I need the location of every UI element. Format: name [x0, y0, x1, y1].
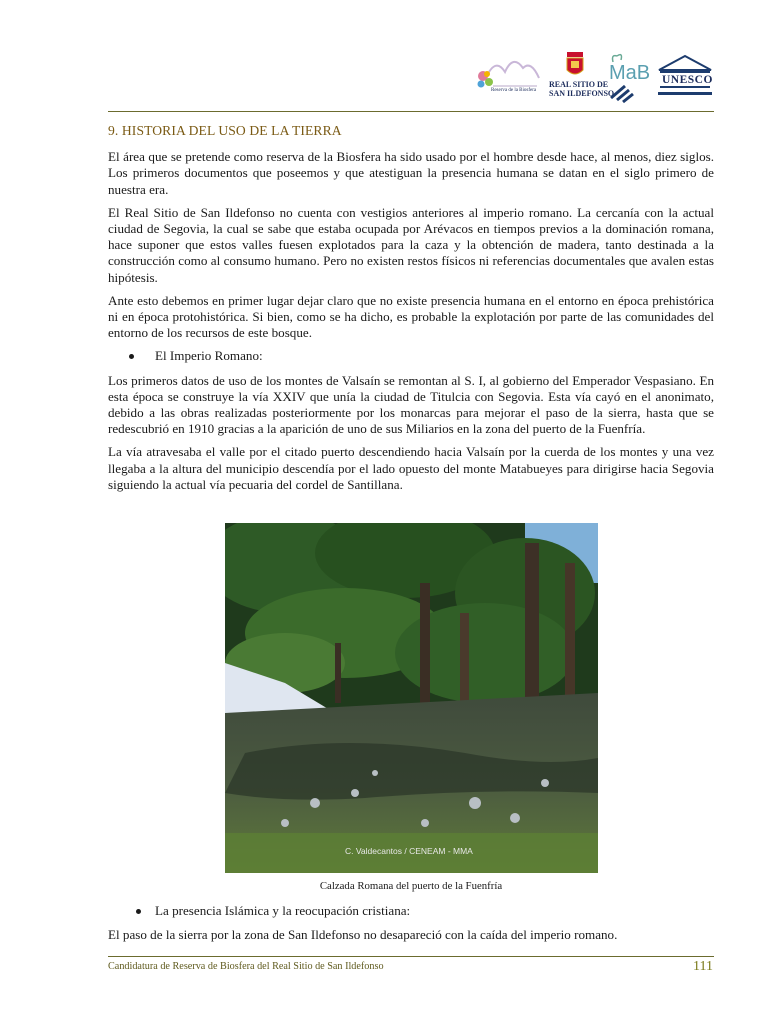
reserva-logo-text: Reserva de la Biosfera	[491, 88, 537, 93]
header-logos	[475, 50, 713, 104]
section-title: 9. HISTORIA DEL USO DE LA TIERRA	[108, 123, 342, 138]
bullet-roman-empire	[108, 348, 714, 364]
mab-logo-text: MaB	[609, 62, 651, 84]
real-sitio-logo-top: REAL SITIO DE	[549, 80, 609, 89]
footer-divider	[108, 956, 714, 957]
closing-paragraph: El paso de la sierra por la zona de San Ildefonso no desapareció con la caída del imperio romano.	[108, 927, 618, 942]
bullet-roman-empire-label: El Imperio Romano:	[155, 348, 263, 364]
intro-paragraph-2: El Real Sitio de San Ildefonso no cuenta con vestigios anteriores al imperio romano. La cercanía con la actual ciudad de Segovia, la cual se sabe que estaba ocupada por Arévacos en tiempos previos a la dominación romana, hace suponer que estos valles fuesen explotados para la caza y la obtención de madera, tanto destinada a la construcción como al consumo humano. Pero no existen restos físicos ni referencias documentales que avalen estas hipótesis.	[108, 204, 714, 285]
reserva-biosfera-logo	[475, 50, 543, 104]
roman-paragraph-1: Los primeros datos de uso de los montes de Valsaín se remontan al S. I, al gobierno del Emperador Vespasiano. En esta época se construye la vía XXIV que unía la ciudad de Titulcia con Segovia. Esta vía cayó en el anonimato, debido a las obras realizadas posteriormente por los monarcas para mejorar el paso de la sierra, hasta que se redescubrió en 1910 gracias a la aparición de uno de sus Miliarios en la zona del puerto de la Fuenfría.	[108, 372, 714, 437]
bullet-icon	[129, 354, 134, 359]
header-divider	[108, 111, 714, 112]
footer-title: Candidatura de Reserva de Biosfera del Real Sitio de San Ildefonso	[108, 961, 384, 972]
roman-paragraph-2: La vía atravesaba el valle por el citado puerto descendiendo hacia Valsaín por la cuerda de los montes y una vez llegaba a la altura del municipio descendía por el lado opuesto del monte Matabueyes para dirigirse hacia Segovia siguiendo la actual vía pecuaria del cordel de Santillana.	[108, 444, 714, 492]
real-sitio-logo	[549, 50, 615, 104]
intro-paragraph-3: Ante esto debemos en primer lugar dejar claro que no existe presencia humana en el entorno en época prehistórica ni en época protohistórica. Si bien, como se ha dicho, es probable la explotación por parte de las comunidades del entorno de los recursos de este bosque.	[108, 292, 714, 341]
bullet-islamic-presence	[108, 903, 714, 919]
photo-caption: Calzada Romana del puerto de la Fuenfría	[319, 880, 503, 892]
reserva-biosfera-emblem-icon	[475, 50, 543, 104]
unesco-logo-text: UNESCO	[662, 74, 713, 86]
main-content	[108, 123, 714, 500]
mab-logo	[607, 50, 651, 104]
forest-road-photo	[225, 523, 598, 873]
real-sitio-logo-bottom: SAN ILDEFONSO	[549, 89, 615, 98]
coat-of-arms-icon	[549, 50, 601, 80]
bullet-icon	[136, 909, 141, 914]
photo-credit: C. Valdecantos / CENEAM - MMA	[345, 846, 473, 856]
unesco-logo	[657, 50, 713, 104]
pine-forest-image	[225, 523, 598, 873]
bullet-islamic-presence-label: La presencia Islámica y la reocupación cristiana:	[155, 903, 411, 918]
page-number: 111	[693, 959, 713, 974]
intro-paragraph-1: El área que se pretende como reserva de la Biosfera ha sido usado por el hombre desde hace, al menos, diez siglos. Los primeros documentos que poseemos y que atestiguan la presencia humana se datan en el siglo primero de nuestra era.	[108, 149, 714, 197]
